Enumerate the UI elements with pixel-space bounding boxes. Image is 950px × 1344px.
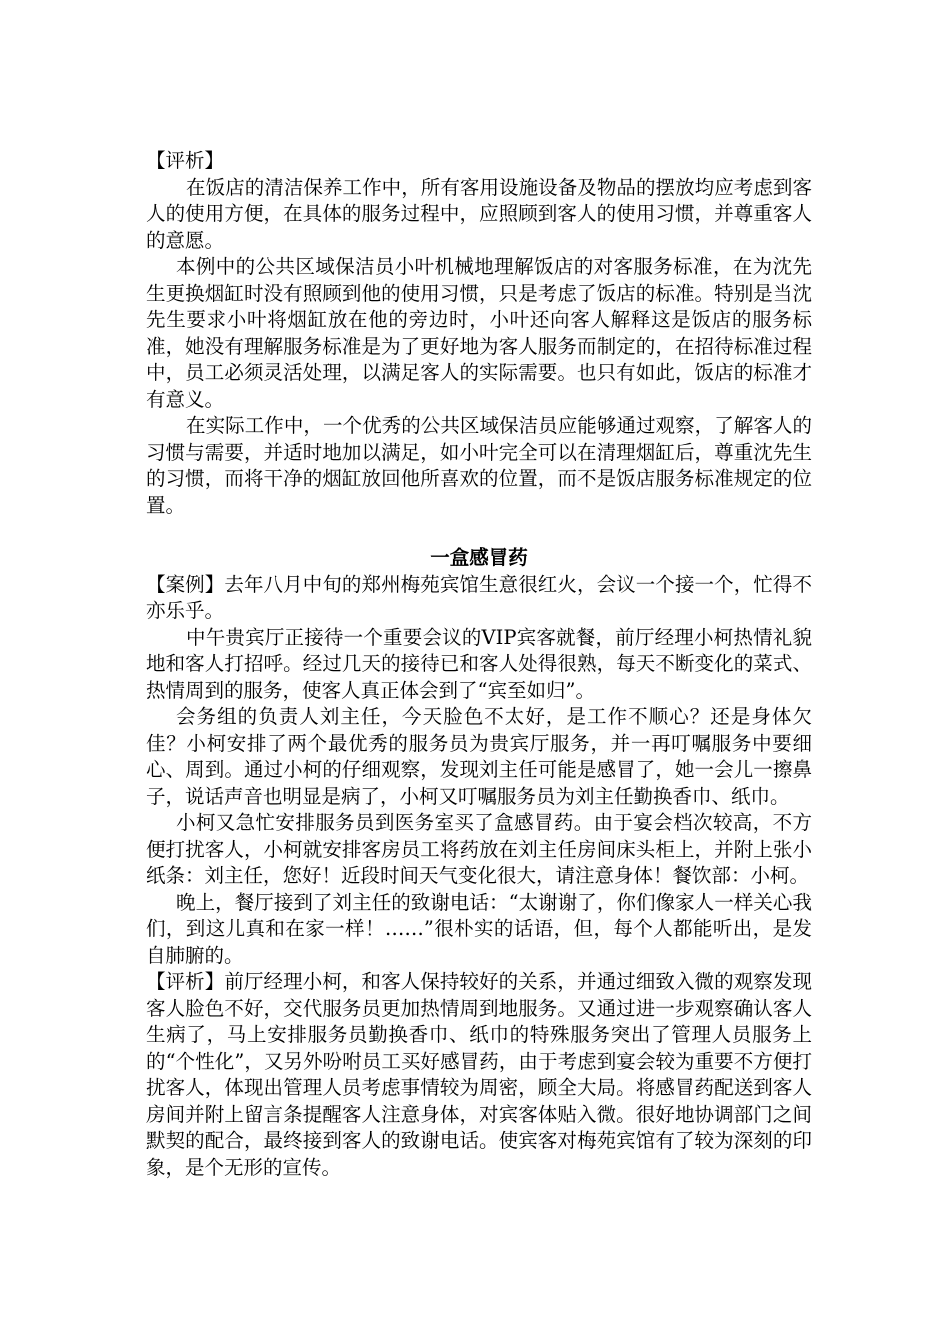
analysis-paragraph-1: 在饭店的清洁保养工作中，所有客用设施设备及物品的摆放均应考虑到客人的使用方便，在具体的服务过程中，应照顾到客人的使用习惯，并尊重客人的意愿。 xyxy=(146,175,812,252)
case-paragraph-2: 会务组的负责人刘主任，今天脸色不太好，是工作不顺心？还是身体欠佳？小柯安排了两个最优秀的服务员为贵宾厅服务，并一再叮嘱服务中要细心、周到。通过小柯的仔细观察，发现刘主任可能是感冒了，她一会儿一擦鼻子，说话声音也明显是病了，小柯又叮嘱服务员为刘主任勤换香巾、纸巾。 xyxy=(146,705,812,808)
document-page xyxy=(146,148,812,1181)
case-paragraph-4: 晚上，餐厅接到了刘主任的致谢电话：“太谢谢了，你们像家人一样关心我们，到这儿真和在家一样！……”很朴实的话语，但，每个人都能听出，是发自肺腑的。 xyxy=(146,890,812,967)
analysis-paragraph-3: 在实际工作中，一个优秀的公共区域保洁员应能够通过观察，了解客人的习惯与需要，并适时地加以满足，如小叶完全可以在清理烟缸后，尊重沈先生的习惯，而将干净的烟缸放回他所喜欢的位置，而不是饭店服务标准规定的位置。 xyxy=(146,414,812,517)
case-paragraph-1: 中午贵宾厅正接待一个重要会议的VIP宾客就餐，前厅经理小柯热情礼貌地和客人打招呼。经过几天的接待已和客人处得很熟，每天不断变化的菜式、热情周到的服务，使客人真正体会到了“宾至如归”。 xyxy=(146,625,812,702)
analysis-label: 【评析】 xyxy=(146,149,225,172)
section-spacer xyxy=(146,519,812,545)
analysis-paragraph-2: 本例中的公共区域保洁员小叶机械地理解饭店的对客服务标准，在为沈先生更换烟缸时没有照顾到他的使用习惯，只是考虑了饭店的标准。特别是当沈先生要求小叶将烟缸放在他的旁边时，小叶还向客人解释这是饭店的服务标准，她没有理解服务标准是为了更好地为客人服务而制定的，在招待标准过程中，员工必须灵活处理，以满足客人的实际需要。也只有如此，饭店的标准才有意义。 xyxy=(146,255,812,411)
case-paragraph-3: 小柯又急忙安排服务员到医务室买了盒感冒药。由于宴会档次较高，不方便打扰客人，小柯就安排客房员工将药放在刘主任房间床头柜上，并附上张小纸条：刘主任，您好！近段时间天气变化很大，请注意身体！餐饮部：小柯。 xyxy=(146,811,812,887)
case-analysis-paragraph: 【评析】前厅经理小柯，和客人保持较好的关系，并通过细致入微的观察发现客人脸色不好，交代服务员更加热情周到地服务。又通过进一步观察确认客人生病了，马上安排服务员勤换香巾、纸巾的特殊服务突出了管理人员服务上的“个性化”，又另外吩咐员工买好感冒药，由于考虑到宴会较为重要不方便打扰客人，体现出管理人员考虑事情较为周密，顾全大局。将感冒药配送到客人房间并附上留言条提醒客人注意身体，对宾客体贴入微。很好地协调部门之间默契的配合，最终接到客人的致谢电话。使宾客对梅苑宾馆有了较为深刻的印象，是个无形的宣传。 xyxy=(146,970,812,1179)
case-intro-paragraph: 【案例】去年八月中旬的郑州梅苑宾馆生意很红火，会议一个接一个，忙得不亦乐乎。 xyxy=(146,572,812,622)
case-title: 一盒感冒药 xyxy=(430,546,528,569)
